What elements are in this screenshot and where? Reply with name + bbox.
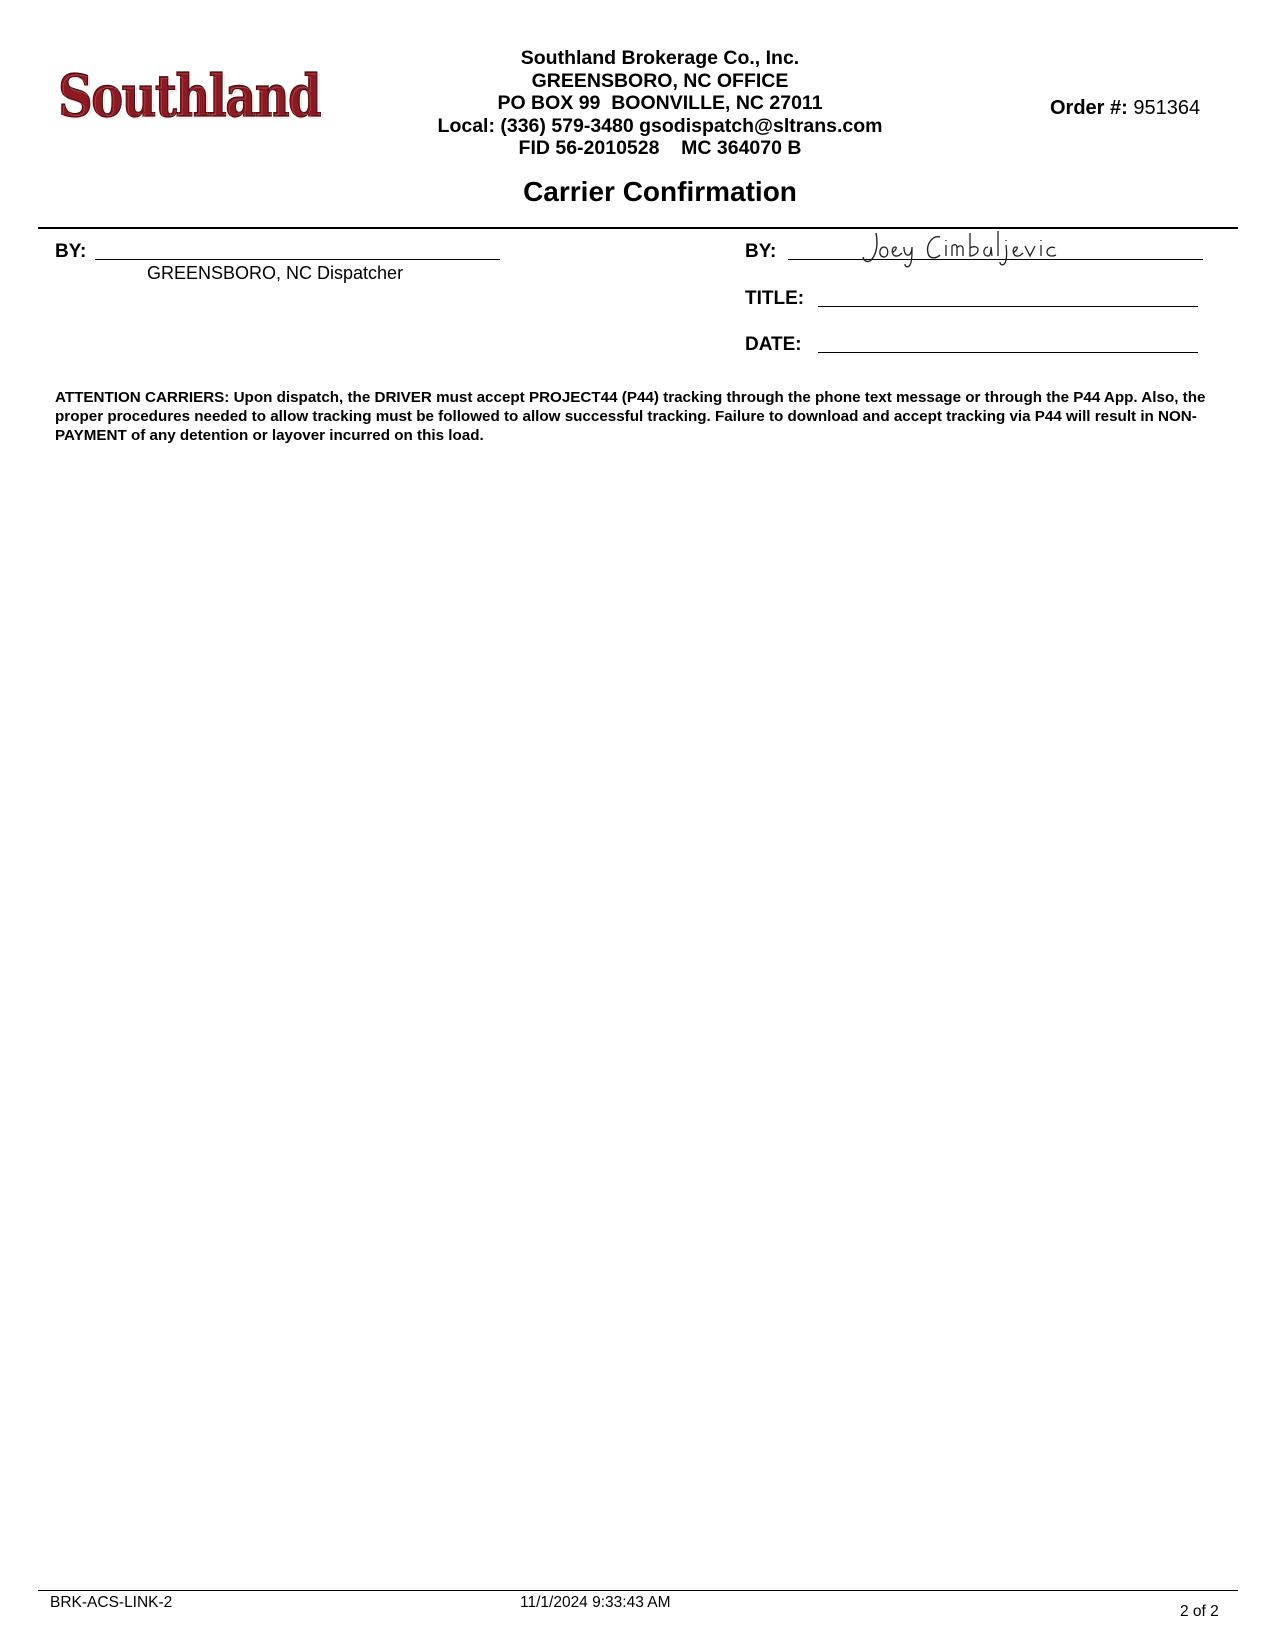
carrier-by-label: BY: — [745, 241, 777, 262]
svg-text:Southland: Southland — [58, 62, 322, 130]
document-title: Carrier Confirmation — [523, 176, 797, 207]
footer-timestamp: 11/1/2024 9:33:43 AM — [520, 1594, 671, 1611]
dispatcher-by-label: BY: — [55, 241, 87, 262]
company-office: GREENSBORO, NC OFFICE — [531, 69, 789, 92]
carrier-handwritten-signature — [858, 225, 1108, 273]
attention-notice: ATTENTION CARRIERS: Upon dispatch, the DRIVER must accept PROJECT44 (P44) tracking through the phone text message or through the P44 App. Also, the proper procedures needed to allow tracking must be followed to allow successful tracking. Failure to download and accept tracking via P44 will result in NON-PAYMENT of any detention or layover incurred on this load. — [55, 389, 1206, 444]
order-label: Order #: — [1050, 97, 1128, 119]
company-header — [380, 47, 940, 160]
dispatcher-signature-line — [95, 259, 500, 260]
company-contact: Local: (336) 579-3480 gsodispatch@sltrans.com — [437, 114, 883, 137]
order-number — [1050, 97, 1200, 120]
svg-text:Southland: Southland — [60, 64, 324, 132]
carrier-date-line — [818, 352, 1198, 353]
footer-page-number: 2 of 2 — [1180, 1603, 1219, 1620]
order-value: 951364 — [1133, 97, 1201, 119]
carrier-title-label: TITLE: — [745, 288, 805, 309]
company-name: Southland Brokerage Co., Inc. — [520, 47, 800, 69]
dispatcher-role: GREENSBORO, NC Dispatcher — [147, 263, 404, 283]
carrier-title-line — [818, 306, 1198, 307]
carrier-date-label: DATE: — [745, 334, 802, 355]
footer-divider — [38, 1590, 1238, 1591]
southland-logo — [56, 58, 326, 134]
company-address: PO BOX 99 BOONVILLE, NC 27011 — [497, 92, 823, 114]
footer-form-id: BRK-ACS-LINK-2 — [50, 1594, 173, 1611]
company-ids: FID 56-2010528 MC 364070 B — [518, 137, 802, 159]
